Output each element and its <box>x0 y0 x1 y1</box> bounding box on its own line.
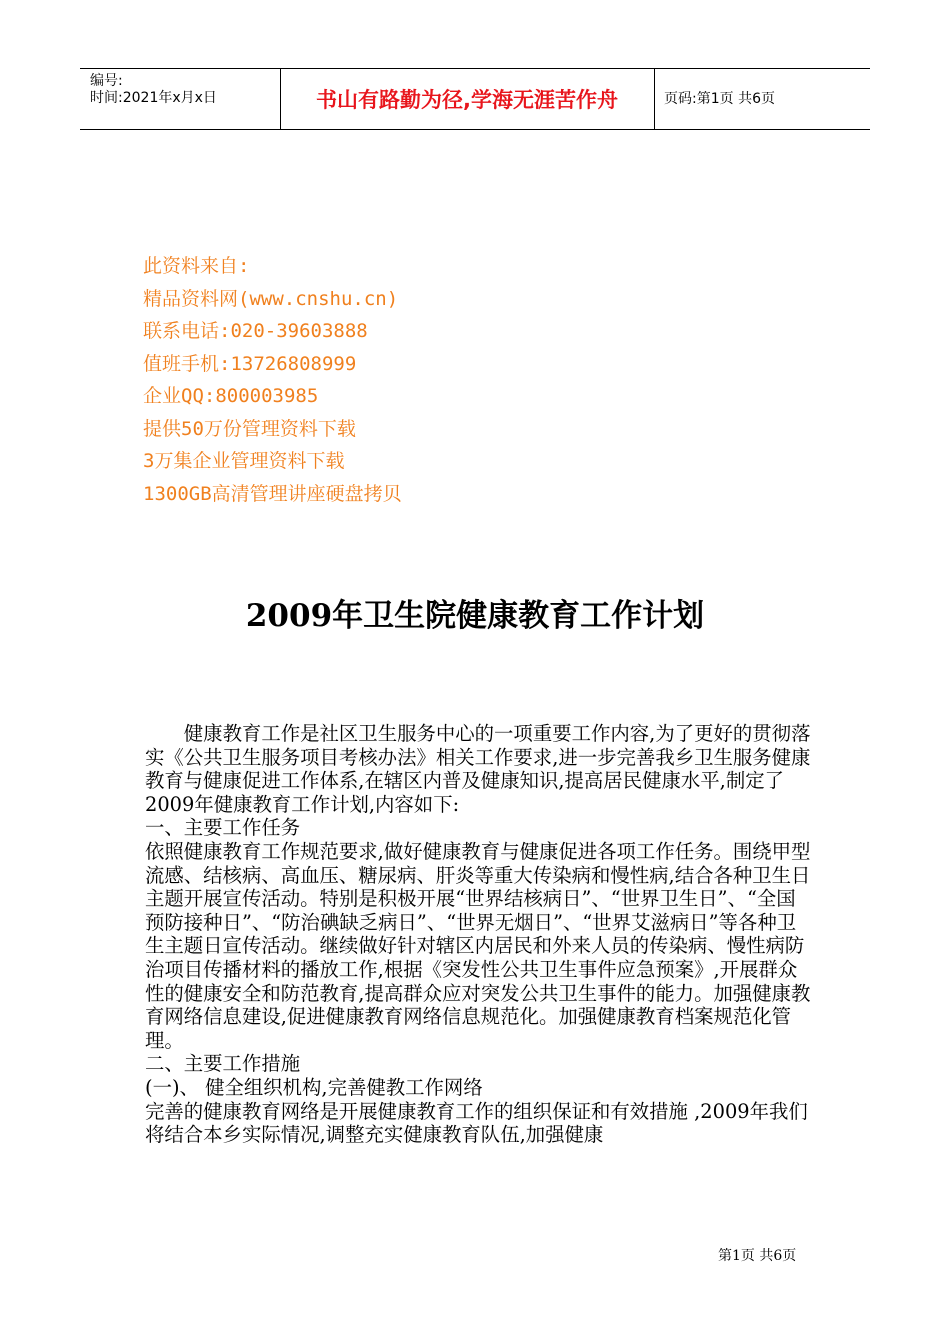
document-number-label: 编号: <box>90 73 123 89</box>
section-paragraph: 依照健康教育工作规范要求,做好健康教育与健康促进各项工作任务。围绕甲型流感、结核病、高血压、糖尿病、肝炎等重大传染病和慢性病,结合各种卫生日主题开展宣传活动。特别是积极开展“世界结核病日”、“世界卫生日”、“全国预防接种日”、“防治碘缺乏病日”、“世界无烟日”、“世界艾滋病日”等各种卫生主题日宣传活动。继续做好针对辖区内居民和外来人员的传染病、慢性病防治项目传播材料的播放工作,根据《突发性公共卫生事件应急预案》,开展群众性的健康安全和防范教育,提高群众应对突发公共卫生事件的能力。加强健康教育网络信息建设,促进健康教育网络信息规范化。加强健康教育档案规范化管理。 <box>145 839 811 1052</box>
header-left-cell <box>80 69 281 129</box>
subsection-heading: (一)、 健全组织机构,完善健教工作网络 <box>145 1075 483 1099</box>
page-footer: 第1页 共6页 <box>718 1248 797 1264</box>
source-line: 企业QQ:800003985 <box>143 385 319 407</box>
page-header <box>80 68 870 130</box>
source-info-block <box>143 250 402 510</box>
section-heading: 一、主要工作任务 <box>145 816 301 840</box>
source-line: 联系电话:020-39603888 <box>143 320 368 342</box>
document-body <box>145 722 815 1147</box>
document-title: 2009年卫生院健康教育工作计划 <box>245 598 705 634</box>
source-line: 1300GB高清管理讲座硬盘拷贝 <box>143 482 402 505</box>
section-heading: 二、主要工作措施 <box>145 1052 301 1076</box>
intro-paragraph: 健康教育工作是社区卫生服务中心的一项重要工作内容,为了更好的贯彻落实《公共卫生服务项目考核办法》相关工作要求,进一步完善我乡卫生服务健康教育与健康促进工作体系,在辖区内普及健康知识,提高居民健康水平,制定了2009年健康教育工作计划,内容如下: <box>145 722 811 816</box>
subsection-paragraph: 完善的健康教育网络是开展健康教育工作的组织保证和有效措施 ,2009年我们将结合本乡实际情况,调整充实健康教育队伍,加强健康 <box>145 1099 808 1147</box>
source-line: 3万集企业管理资料下载 <box>143 450 345 472</box>
source-line: 值班手机:13726808999 <box>143 352 357 375</box>
source-line: 此资料来自: <box>143 255 250 277</box>
header-right-cell <box>654 69 870 129</box>
header-middle-cell <box>280 69 655 129</box>
source-line: 精品资料网(www.cnshu.cn) <box>143 287 399 310</box>
header-motto: 书山有路勤为径,学海无涯苦作舟 <box>316 88 618 112</box>
header-page-info: 页码:第1页 共6页 <box>664 91 775 107</box>
source-line: 提供50万份管理资料下载 <box>143 417 356 440</box>
document-time-label: 时间:2021年x月x日 <box>90 90 217 106</box>
